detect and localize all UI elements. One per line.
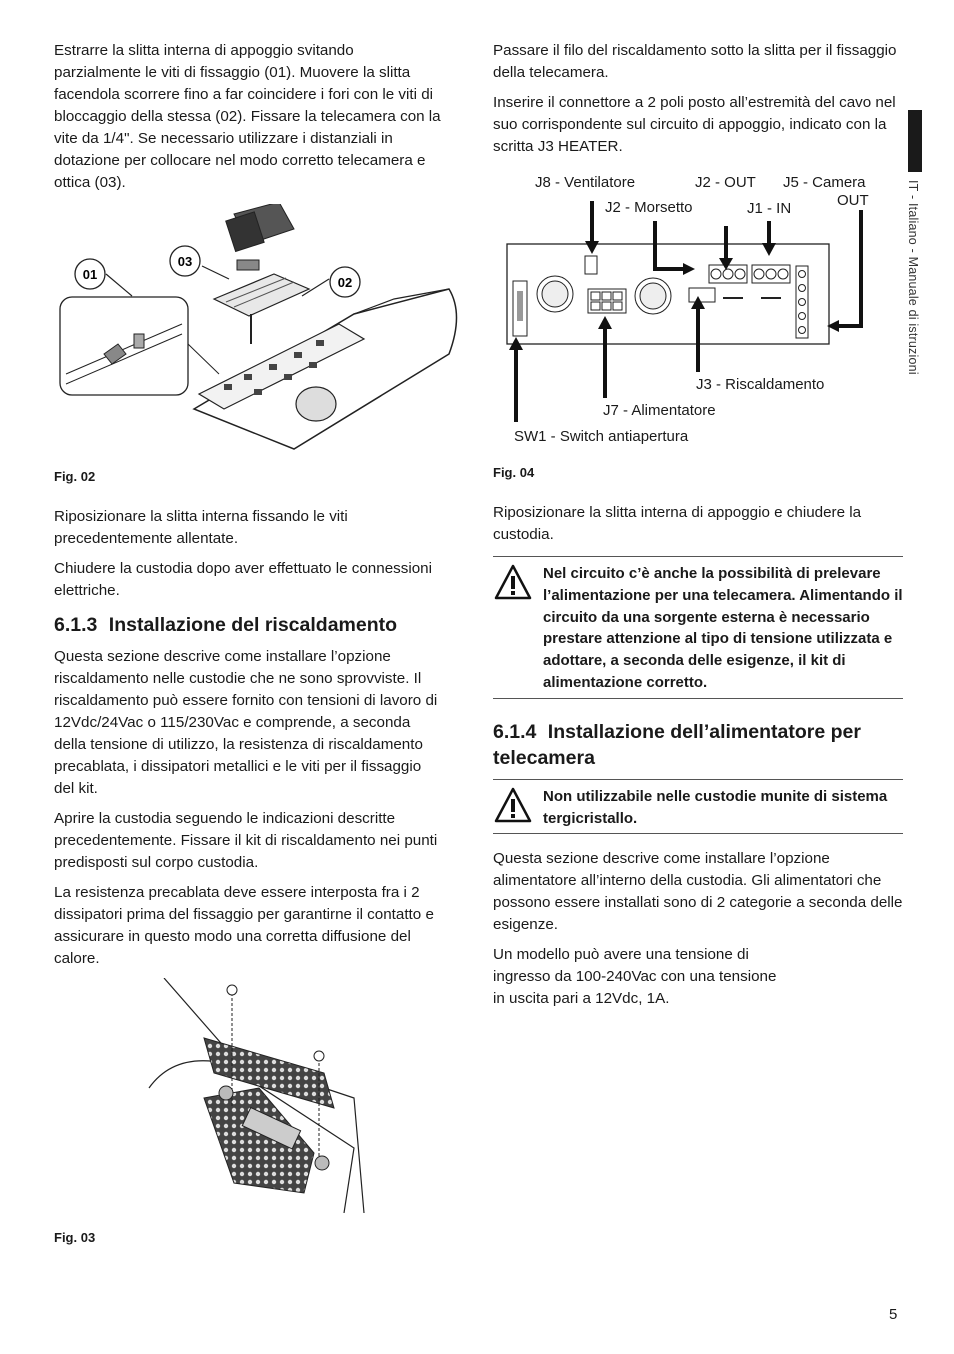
label-j3: J3 - Riscaldamento: [696, 376, 825, 393]
heating-paragraph-1: Questa sezione descrive come installare l’opzione riscaldamento nelle custodie che ne sono sprovviste. Il riscaldamento può essere fornito con tensioni di lavoro di 12Vdc/24Vac o 115/230Vac e comprende, a seconda della tensione di utilizzo, la resistenza di riscaldamento precablata, i dissipatori metallici e le viti per il fissaggio del kit.: [54, 648, 438, 797]
wire-paragraph: Passare il filo del riscaldamento sotto la slitta per il fissaggio della telecamera.: [493, 42, 897, 81]
section-number: 6.1.4: [493, 720, 537, 743]
figure-03: [54, 978, 444, 1213]
heating-paragraph-3: La resistenza precablata deve essere interposta fra i 2 dissipatori prima del fissaggio per garantirne il contatto e assicurare in questo modo una corretta diffusione del calore.: [54, 884, 434, 967]
label-j5-out: OUT: [837, 192, 869, 209]
callout-02: 02: [337, 275, 353, 290]
warning-box-power: [493, 556, 903, 699]
label-j1-in: J1 - IN: [747, 200, 792, 217]
warning-icon: [493, 786, 543, 830]
section-heading-613: [54, 612, 444, 638]
callout-03: 03: [177, 254, 193, 269]
psu-paragraph-1: Questa sezione descrive come installare l’opzione alimentatore all’interno della custodia. Gli alimentatori che possono essere installati sono di 2 categorie a seconda delle esigenze.: [493, 850, 903, 934]
warning-icon: [493, 563, 543, 694]
connector-paragraph: Inserire il connettore a 2 poli posto all’estremità del cavo nel suo corrispondente sul circuito di appoggio, indicato con la scritta J3 HEATER.: [493, 94, 896, 155]
fig02-caption: Fig. 02: [54, 469, 96, 484]
left-column: [54, 40, 444, 1249]
housing-slide-illustration: [54, 204, 464, 454]
reposition-close-paragraph: Riposizionare la slitta interna di appoggio e chiudere la custodia.: [493, 504, 862, 543]
page-number: 5: [889, 1306, 898, 1323]
warning-box-wiper: [493, 779, 903, 835]
label-j2-out: J2 - OUT: [695, 174, 756, 191]
circuit-board-diagram: [493, 166, 903, 456]
psu-paragraph-2: Un modello può avere una tensione di ingresso da 100-240Vac con una tensione in uscita pari a 12Vdc, 1A.: [493, 946, 777, 1008]
label-j7: J7 - Alimentatore: [603, 402, 716, 419]
section-number: 6.1.3: [54, 614, 98, 636]
label-j5-camera: J5 - Camera: [783, 174, 866, 191]
reposition-paragraph: Riposizionare la slitta interna fissando le viti precedentemente allentate.: [54, 508, 348, 547]
label-j2-morsetto: J2 - Morsetto: [605, 199, 693, 216]
heater-kit-illustration: [54, 978, 444, 1213]
right-column: [493, 40, 903, 1018]
warning-text-power: Nel circuito c’è anche la possibilità di prelevare l’alimentazione per una telecamera. Alimentando il circuito da una sorgente esterna è necessario prestare attenzione al tipo di tensione utilizzata e adottare, a seconda delle esigenze, il kit di alimentazione corretto.: [543, 565, 903, 691]
fig04-caption: Fig. 04: [493, 465, 535, 480]
language-tab: [908, 110, 922, 172]
section-title: Installazione del riscaldamento: [108, 614, 398, 636]
label-j8: J8 - Ventilatore: [535, 174, 636, 191]
figure-04: [493, 166, 903, 456]
fig03-caption: Fig. 03: [54, 1230, 96, 1245]
section-title: Installazione dell’alimentatore per telecamera: [493, 720, 861, 769]
figure-02: [54, 204, 464, 454]
intro-paragraph: Estrarre la slitta interna di appoggio svitando parzialmente le viti di fissaggio (01). Muovere la slitta facendola scorrere fino a far coincidere i fori con le viti di bloccaggio della stessa (02). Fissare la telecamera con la vite da 1/4". Se necessario utilizzare i distanziali in dotazione per collocare nel modo corretto telecamera e ottica (03).: [54, 42, 441, 191]
heating-paragraph-2: Aprire la custodia seguendo le indicazioni descritte precedentemente. Fissare il kit di riscaldamento nei punti predisposti sul corpo custodia.: [54, 810, 438, 871]
warning-text-wiper: Non utilizzabile nelle custodie munite di sistema tergicristallo.: [543, 787, 888, 827]
callout-01: 01: [82, 267, 98, 282]
section-heading-614: [493, 719, 903, 771]
label-sw1: SW1 - Switch antiapertura: [514, 428, 689, 445]
side-language-label: IT - Italiano - Manuale di istruzioni: [906, 180, 920, 375]
close-paragraph: Chiudere la custodia dopo aver effettuato le connessioni elettriche.: [54, 560, 432, 599]
